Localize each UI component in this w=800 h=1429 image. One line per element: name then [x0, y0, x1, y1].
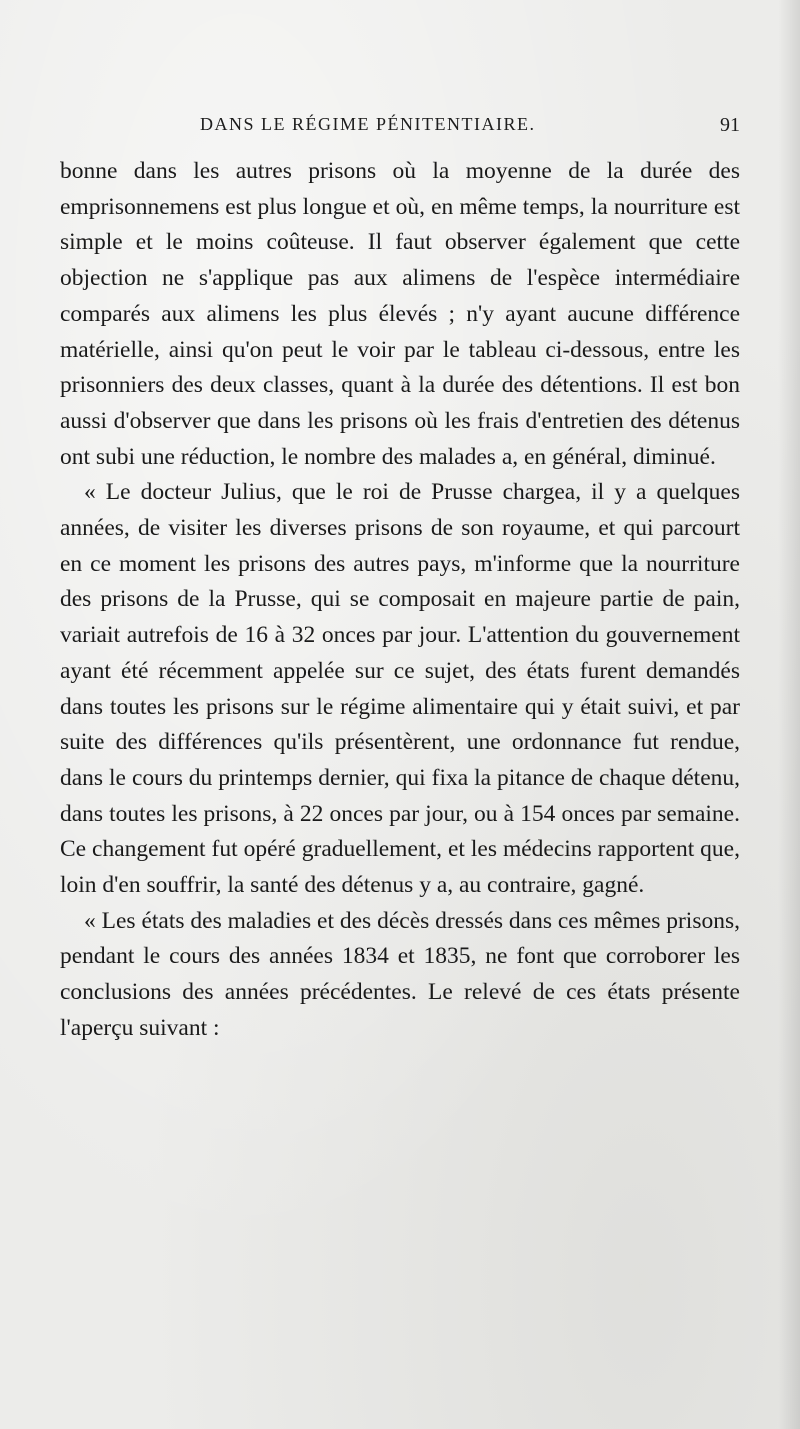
page-number: 91 — [720, 114, 740, 136]
page-binding-shadow — [778, 0, 800, 1429]
body-text — [60, 154, 740, 1047]
page-header — [60, 114, 740, 142]
paragraph-julius: « Le docteur Julius, que le roi de Prusse chargea, il y a quelques années, de visiter les diverses prisons de son royaume, et qui parcourt en ce moment les prisons des autres pays, m'informe que la nourriture des prisons de la Prusse, qui se composait en majeure partie de pain, variait autrefois de 16 à 32 onces par jour. L'attention du gouvernement ayant été récemment appelée sur ce sujet, des états furent demandés dans toutes les prisons sur le régime alimentaire qui y était suivi, et par suite des différences qu'ils présentèrent, une ordonnance fut rendue, dans le cours du printemps dernier, qui fixa la pitance de chaque détenu, dans toutes les prisons, à 22 onces par jour, ou à 154 onces par semaine. Ce changement fut opéré graduellement, et les médecins rapportent que, loin d'en souffrir, la santé des détenus y a, au contraire, gagné. — [60, 479, 740, 899]
paragraph-continuation: bonne dans les autres prisons où la moyenne de la durée des emprisonnemens est plus longue et où, en même temps, la nourriture est simple et le moins coûteuse. Il faut observer également que cette objection ne s'applique pas aux alimens de l'espèce intermédiaire comparés aux alimens les plus élevés ; n'y ayant aucune différence matérielle, ainsi qu'on peut le voir par le tableau ci-dessous, entre les prisonniers des deux classes, quant à la durée des détentions. Il est bon aussi d'observer que dans les prisons où les frais d'entretien des détenus ont subi une réduction, le nombre des malades a, en général, diminué. — [60, 158, 740, 470]
running-title: DANS LE RÉGIME PÉNITENTIAIRE. — [200, 114, 536, 134]
paragraph-etats: « Les états des maladies et des décès dressés dans ces mêmes prisons, pendant le cours des années 1834 et 1835, ne font que corroborer les conclusions des années précédentes. Le relevé de ces états présente l'aperçu suivant : — [60, 907, 740, 1041]
